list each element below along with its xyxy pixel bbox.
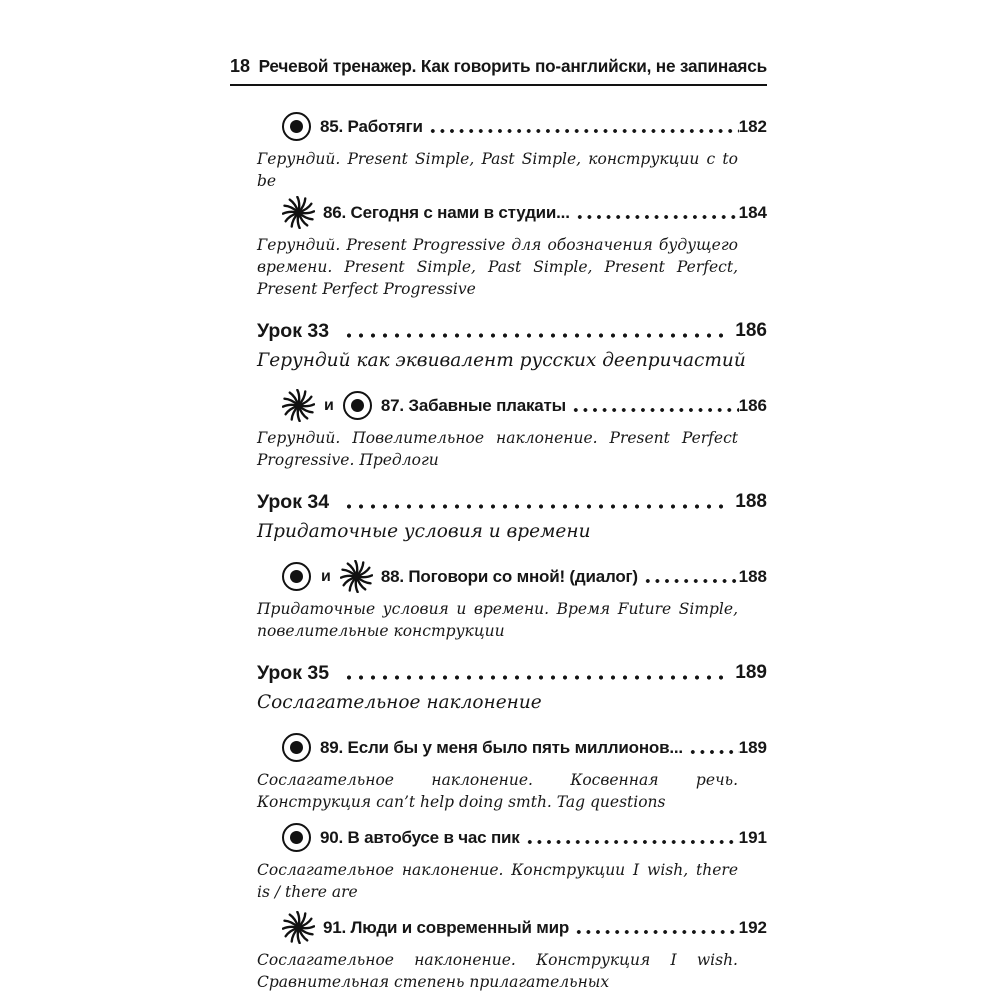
entry-page-number: 186 bbox=[738, 395, 767, 415]
spiral-icon bbox=[282, 196, 315, 229]
entry-description: Придаточные условия и времени. Время Future Simple, повелительные конструкции bbox=[257, 600, 738, 640]
icon-separator: и bbox=[324, 396, 334, 414]
leader-dots bbox=[343, 489, 727, 515]
entry-title: 89. Если бы у меня было пять миллионов... bbox=[320, 737, 683, 757]
lesson-subtitle: Герундий как эквивалент русских деепричастий bbox=[257, 350, 746, 371]
page-number: 18 bbox=[230, 56, 251, 76]
entry-page-number: 188 bbox=[738, 566, 767, 586]
record-icon bbox=[282, 562, 311, 591]
toc-entry-85 bbox=[230, 110, 767, 143]
record-icon bbox=[282, 823, 311, 852]
lesson-title: Урок 33 bbox=[257, 319, 330, 342]
entry-title: 87. Забавные плакаты bbox=[380, 395, 567, 415]
entry-page-number: 192 bbox=[738, 917, 767, 937]
spiral-icon bbox=[282, 389, 315, 422]
entry-page-number: 182 bbox=[738, 116, 767, 136]
leader-dots bbox=[643, 560, 739, 593]
page-header bbox=[230, 56, 767, 86]
entry-description: Сослагательное наклонение. Косвенная речь. Конструкция can’t help doing smth. Tag questions bbox=[257, 771, 738, 811]
spiral-icon bbox=[340, 560, 373, 593]
lesson-page-number: 186 bbox=[735, 320, 767, 341]
entry-title: 85. Работяги bbox=[320, 116, 423, 136]
record-icon bbox=[343, 391, 372, 420]
entry-description: Сослагательное наклонение. Конструкция I wish. Сравнительная степень прилагательных bbox=[257, 951, 738, 991]
leader-dots bbox=[525, 821, 739, 854]
entry-description: Герундий. Present Progressive для обозначения будущего времени. Present Simple, Past Simple, Present Perfect, Present Perfect Progressive bbox=[257, 236, 738, 298]
entry-page-number: 191 bbox=[738, 827, 767, 847]
entry-description: Герундий. Present Simple, Past Simple, конструкции с to be bbox=[257, 150, 738, 190]
lesson-title: Урок 34 bbox=[257, 490, 330, 513]
icon-separator: и bbox=[321, 567, 331, 585]
lesson-heading-35 bbox=[230, 660, 767, 686]
toc-entry-86 bbox=[230, 196, 767, 229]
record-icon bbox=[282, 733, 311, 762]
entry-page-number: 184 bbox=[738, 202, 767, 222]
lesson-subtitle: Сослагательное наклонение bbox=[257, 692, 542, 713]
entry-description: Сослагательное наклонение. Конструкции I wish, there is / there are bbox=[257, 861, 738, 901]
leader-dots bbox=[428, 110, 739, 143]
entry-title: 90. В автобусе в час пик bbox=[320, 827, 520, 847]
leader-dots bbox=[574, 911, 739, 944]
leader-dots bbox=[343, 318, 727, 344]
leader-dots bbox=[688, 731, 739, 764]
leader-dots bbox=[571, 389, 739, 422]
entry-page-number: 189 bbox=[738, 737, 767, 757]
lesson-page-number: 188 bbox=[735, 491, 767, 512]
lesson-heading-33 bbox=[230, 318, 767, 344]
book-title: Речевой тренажер. Как говорить по-английски, не запинаясь bbox=[258, 56, 767, 76]
entry-title: 88. Поговори со мной! (диалог) bbox=[380, 566, 638, 586]
spiral-icon bbox=[282, 911, 315, 944]
toc-entry-91 bbox=[230, 911, 767, 944]
entry-description: Герундий. Повелительное наклонение. Present Perfect Progressive. Предлоги bbox=[257, 429, 738, 469]
leader-dots bbox=[575, 196, 739, 229]
toc-entry-90 bbox=[230, 821, 767, 854]
toc-page bbox=[230, 56, 767, 993]
entry-title: 86. Сегодня с нами в студии... bbox=[323, 202, 570, 222]
toc-entry-87 bbox=[230, 389, 767, 422]
toc-entry-89 bbox=[230, 731, 767, 764]
toc-entry-88 bbox=[230, 560, 767, 593]
lesson-subtitle: Придаточные условия и времени bbox=[257, 521, 591, 542]
leader-dots bbox=[343, 660, 727, 686]
entry-title: 91. Люди и современный мир bbox=[323, 917, 570, 937]
lesson-heading-34 bbox=[230, 489, 767, 515]
lesson-page-number: 189 bbox=[735, 662, 767, 683]
lesson-title: Урок 35 bbox=[257, 661, 330, 684]
record-icon bbox=[282, 112, 311, 141]
